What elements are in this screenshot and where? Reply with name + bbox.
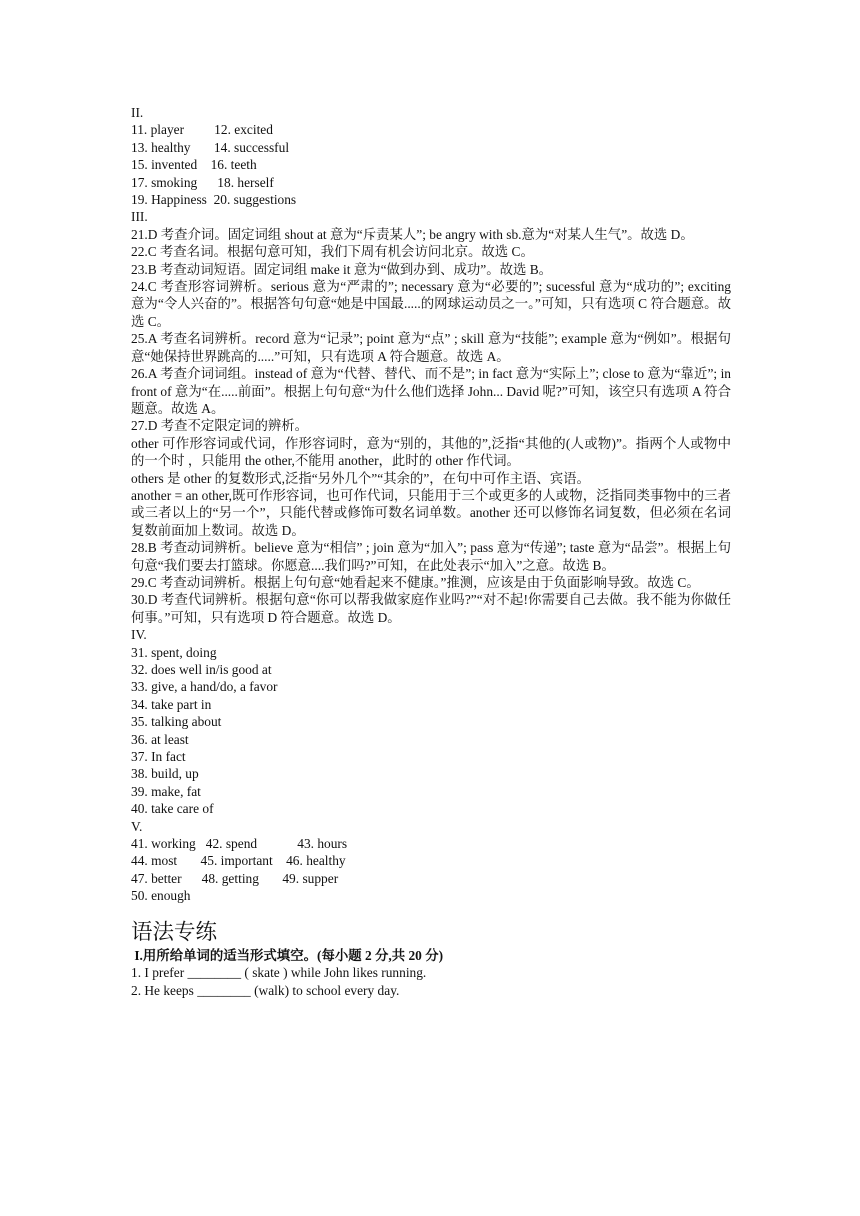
- grammar-practice: [131, 917, 731, 999]
- answer-line: 19. Happiness 20. suggestions: [131, 192, 297, 208]
- answer-line: 32. does well in/is good at: [131, 662, 272, 677]
- explanation-paragraph: 25.A 考查名词辨析。record 意为“记录”; point 意为“点” ; skill 意为“技能”; example 意为“例如”。根据句意“她保持世界跳高的.....”可知，只有选项 A 符合题意。故选 A。: [131, 331, 731, 364]
- section-heading: V.: [131, 818, 143, 834]
- answer-line: 33. give, a hand/do, a favor: [131, 679, 278, 695]
- explanation-paragraph: 26.A 考查介词词组。instead of 意为“代替、替代、而不是”; in fact 意为“实际上”; close to 意为“靠近”; in front of 意为“在.....前面”。根据上句句意“为什么他们选择 John... David 呢?”可知，该空只有选项 A 符合题意。故选 A。: [131, 366, 731, 416]
- explanation-paragraph: 28.B 考查动词辨析。believe 意为“相信” ; join 意为“加入”; pass 意为“传递”; taste 意为“品尝”。根据上句句意“我们要去打篮球。你愿意....我们吗?”可知，在此处表示“加入”之意。故选 B。: [131, 540, 731, 573]
- answer-line: 17. smoking 18. herself: [131, 174, 274, 190]
- explanation-paragraph: 27.D 考查不定限定词的辨析。: [131, 418, 309, 434]
- explanation-paragraph: 30.D 考查代词辨析。根据句意“你可以帮我做家庭作业吗?”“对不起!你需要自己去做。我不能为你做任何事。”可知，只有选项 D 符合题意。故选 D。: [131, 592, 731, 625]
- explanation-paragraph: 23.B 考查动词短语。固定词组 make it 意为“做到办到、成功”。故选 B。: [131, 261, 553, 277]
- explanation-paragraph: others 是 other 的复数形式,泛指“另外几个”“其余的”，在句中可作主语、宾语。: [131, 470, 590, 486]
- answer-line: 35. talking about: [131, 714, 222, 730]
- section-heading: III.: [131, 209, 148, 225]
- grammar-instruction: I.用所给单词的适当形式填空。(每小题 2 分,共 20 分): [131, 947, 444, 963]
- question-line: 2. He keeps ________ (walk) to school every day.: [131, 982, 400, 998]
- answer-line: 13. healthy 14. successful: [131, 139, 290, 155]
- answer-line: 47. better 48. getting 49. supper: [131, 870, 339, 886]
- explanation-paragraph: another = an other,既可作形容词，也可作代词，只能用于三个或更多的人或物，泛指同类事物中的三者或三者以上的“另一个”，只能代替或修饰可数名词单数。another 还可以修饰名词复数，但必须在名词复数前面加上数词。故选 D。: [131, 487, 731, 538]
- answer-line: 39. make, fat: [131, 783, 201, 799]
- section-heading: II.: [131, 105, 144, 120]
- section-iii: [131, 208, 731, 626]
- answer-line: 36. at least: [131, 731, 189, 747]
- answer-line: 40. take care of: [131, 801, 214, 817]
- answer-line: 38. build, up: [131, 766, 199, 782]
- answer-line: 41. working 42. spend 43. hours: [131, 836, 348, 852]
- explanation-paragraph: 21.D 考查介词。固定词组 shout at 意为“斥责某人”; be angry with sb.意为“对某人生气”。故选 D。: [131, 226, 694, 242]
- explanation-paragraph: other 可作形容词或代词，作形容词时，意为“别的，其他的”,泛指“其他的(人或物)”。指两个人或物中的一个时 ，只能用 the other,不能用 another，此时的 other 作代词。: [131, 435, 731, 469]
- explanation-paragraph: 24.C 考查形容词辨析。serious 意为“严肃的”; necessary 意为“必要的”; sucessful 意为“成功的”; exciting 意为“令人兴奋的”。根据答句句意“她是中国最.....的网球运动员之一。”可知，只有选项 C 符合题意。故选 C。: [131, 279, 731, 329]
- answer-line: 11. player 12. excited: [131, 122, 273, 138]
- answer-line: 31. spent, doing: [131, 644, 217, 660]
- section-iv: [131, 626, 731, 817]
- grammar-title: 语法专练: [131, 919, 218, 944]
- answer-line: 34. take part in: [131, 696, 212, 712]
- section-ii: [131, 104, 731, 208]
- answer-line: 44. most 45. important 46. healthy: [131, 853, 346, 869]
- answer-line: 15. invented 16. teeth: [131, 157, 257, 173]
- section-v: [131, 818, 731, 905]
- answer-document: [131, 104, 731, 999]
- question-line: 1. I prefer ________ ( skate ) while John likes running.: [131, 965, 427, 981]
- explanation-paragraph: 22.C 考查名词。根据句意可知，我们下周有机会访问北京。故选 C。: [131, 244, 534, 260]
- section-heading: IV.: [131, 627, 147, 643]
- explanation-paragraph: 29.C 考查动词辨析。根据上句句意“她看起来不健康。”推测，应该是由于负面影响导致。故选 C。: [131, 574, 700, 590]
- answer-line: 50. enough: [131, 888, 191, 904]
- answer-line: 37. In fact: [131, 749, 186, 765]
